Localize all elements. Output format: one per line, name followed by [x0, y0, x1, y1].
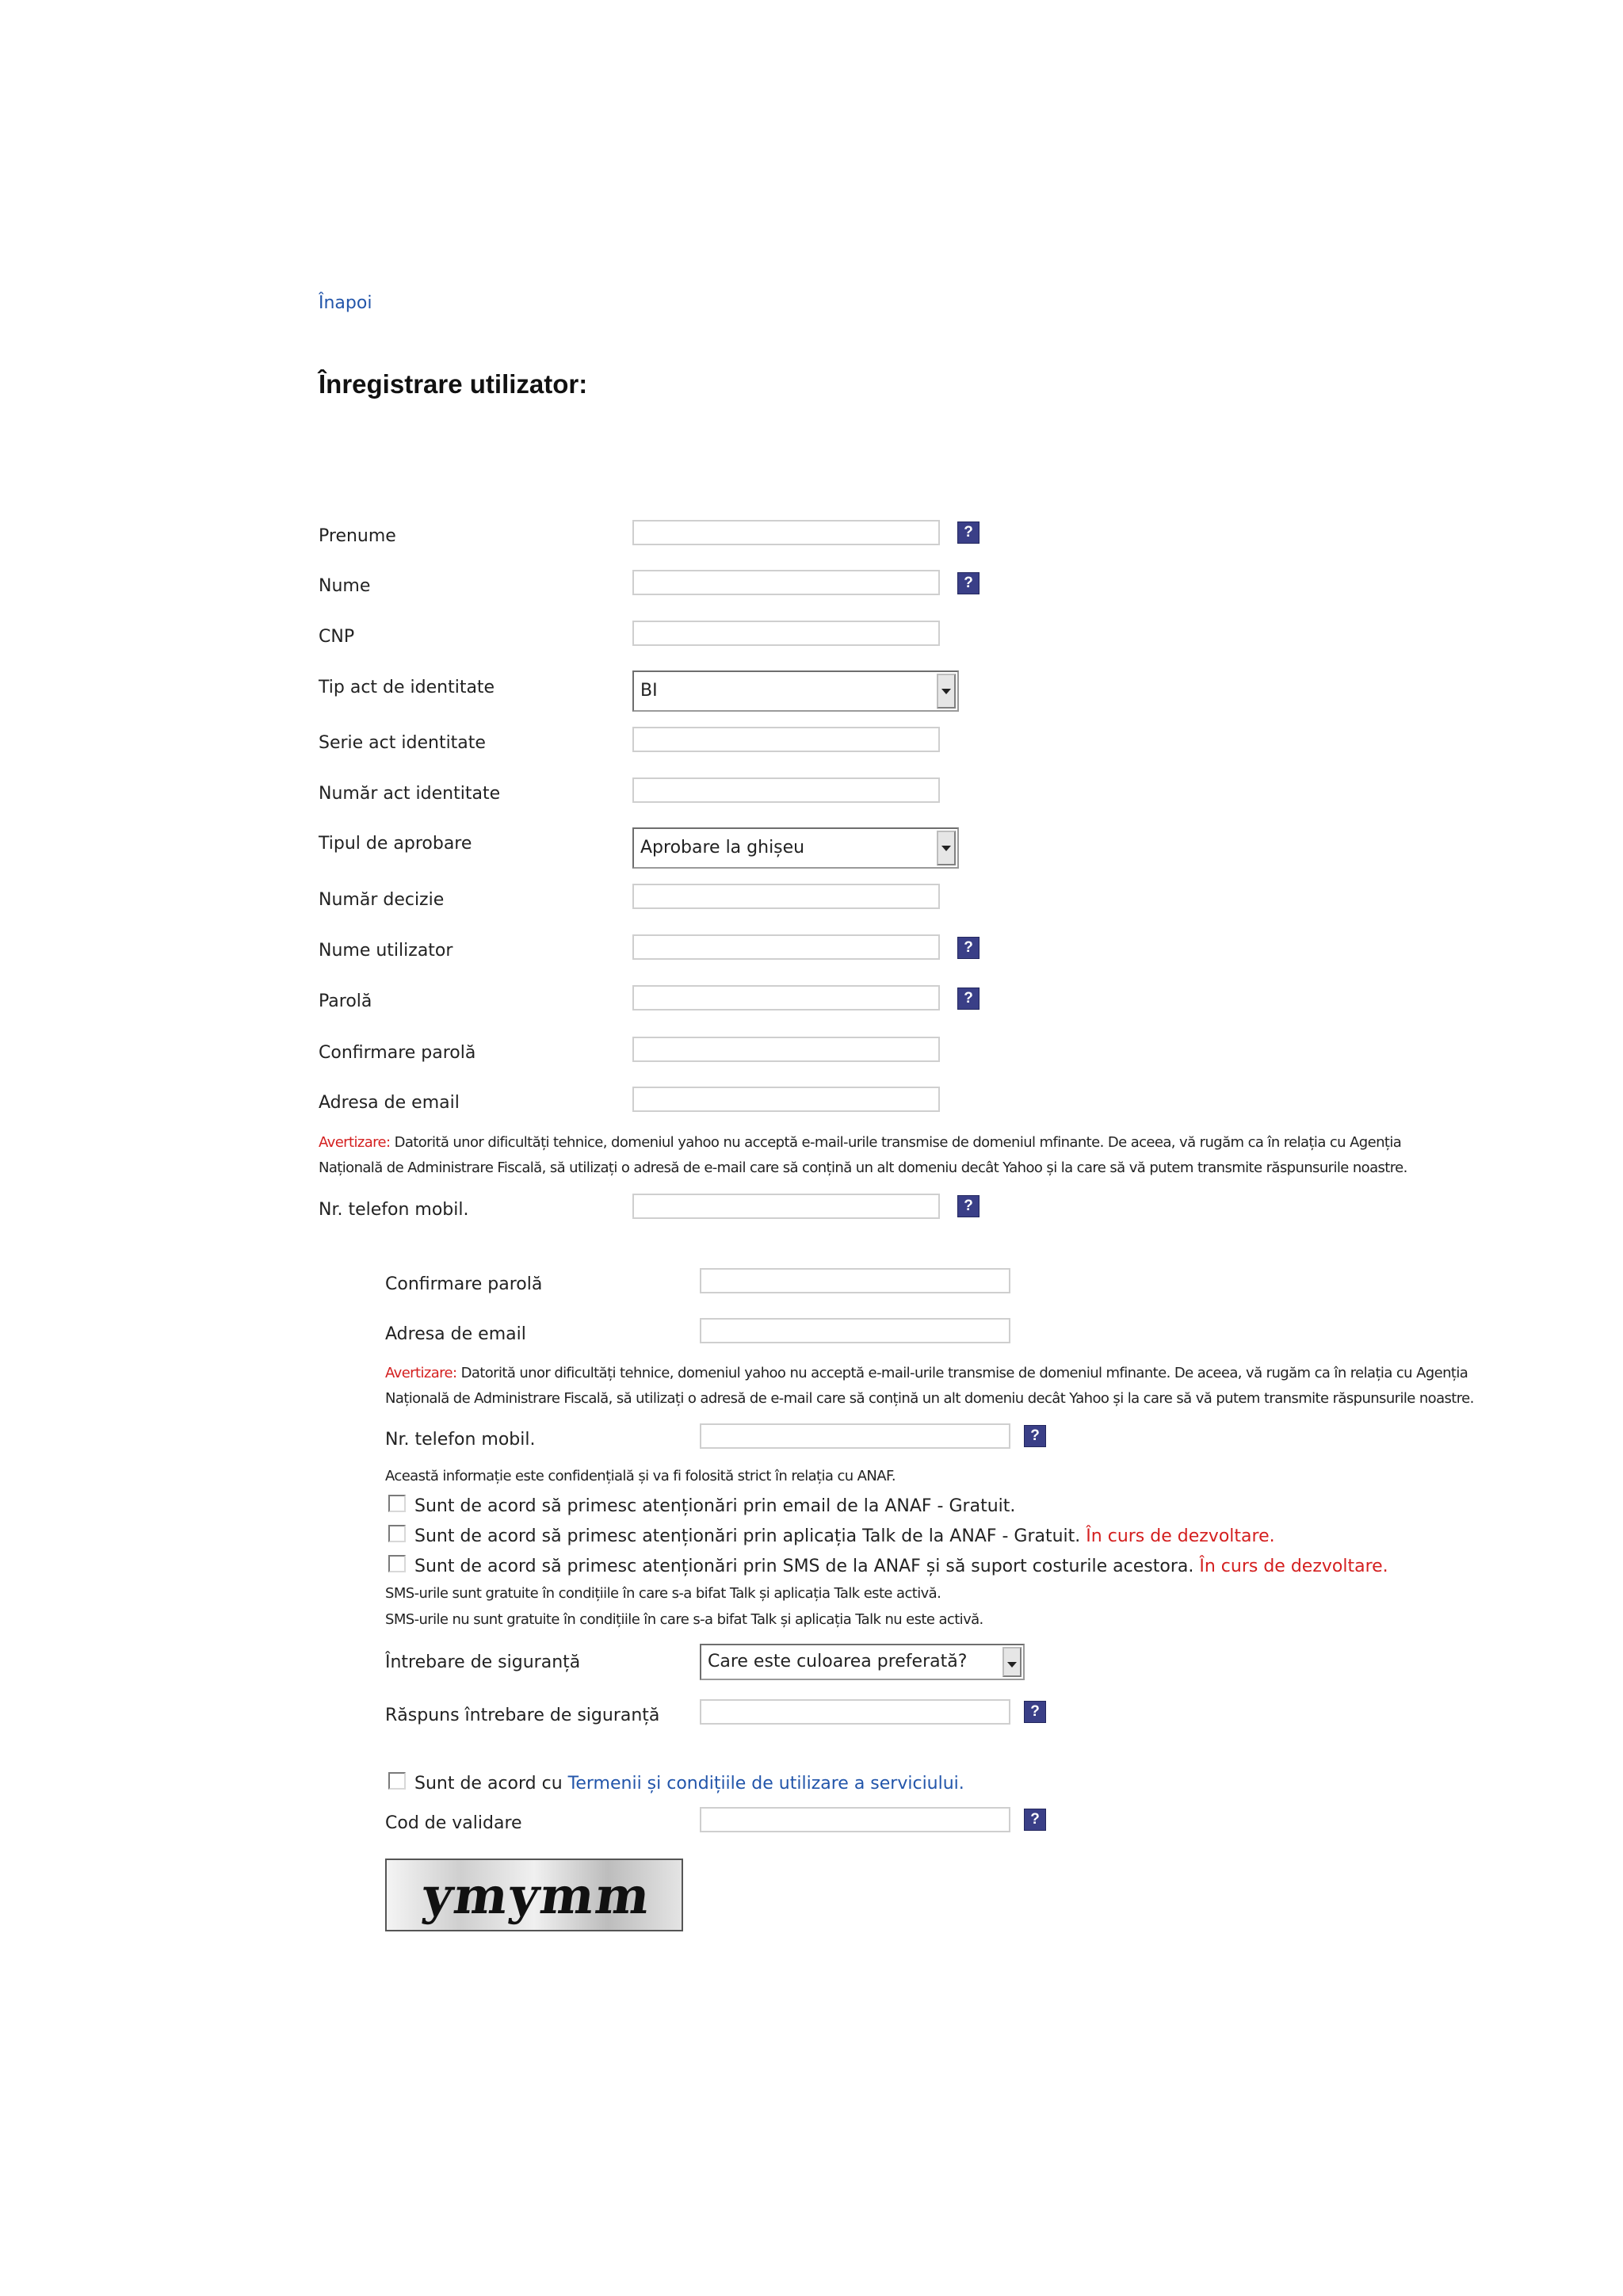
warning-line-2: Națională de Administrare Fiscală, să utilizați o adresă de e-mail care să conțină un alt domeniu decât Yahoo și la care să vă putem transmite răspunsurile noastre.	[319, 1159, 1407, 1176]
warning-2-line-1: Datorită unor dificultăți tehnice, domeniul yahoo nu acceptă e-mail-urile transmise de domeniul mfinante. De aceea, vă rugăm ca în relația cu Agenția	[460, 1365, 1468, 1381]
warning-line-1: Datorită unor dificultăți tehnice, domeniul yahoo nu acceptă e-mail-urile transmise de domeniul mfinante. De aceea, vă rugăm ca în relația cu Agenția	[394, 1134, 1402, 1151]
validation-code-input[interactable]	[700, 1807, 1010, 1832]
tip-aprobare-select[interactable]	[632, 827, 959, 869]
back-link[interactable]: Înapoi	[319, 293, 372, 313]
sms-free-note: SMS-urile sunt gratuite în condițiile în care s-a bifat Talk și aplicația Talk este activă.	[385, 1585, 941, 1602]
chevron-down-icon[interactable]	[1002, 1647, 1022, 1677]
help-icon-telefon[interactable]: ?	[957, 1195, 980, 1217]
checkbox-email-alerts[interactable]	[388, 1495, 406, 1512]
terms-prefix: Sunt de acord cu	[414, 1774, 563, 1794]
label-confirmare-parola: Confirmare parolă	[319, 1043, 476, 1063]
label-numar-decizie: Număr decizie	[319, 890, 445, 910]
cnp-input[interactable]	[632, 621, 940, 646]
label-tip-act: Tip act de identitate	[319, 678, 495, 697]
telefon-input-2[interactable]	[700, 1423, 1010, 1449]
checkbox-sms-alerts[interactable]	[388, 1555, 406, 1572]
nume-utilizator-input[interactable]	[632, 934, 940, 960]
label-security-answer: Răspuns întrebare de siguranță	[385, 1706, 660, 1725]
page-title: Înregistrare utilizator:	[319, 369, 588, 399]
captcha-text: ymymm	[418, 1866, 655, 1926]
nume-input[interactable]	[632, 570, 940, 595]
terms-link[interactable]: Termenii și condițiile de utilizare a serviciului.	[567, 1774, 964, 1794]
warning-label-2: Avertizare:	[385, 1365, 457, 1381]
talk-in-dev-note: În curs de dezvoltare.	[1086, 1526, 1275, 1546]
help-icon-parola[interactable]: ?	[957, 988, 980, 1010]
checkbox-terms[interactable]	[388, 1772, 406, 1790]
label-telefon-2: Nr. telefon mobil.	[385, 1430, 536, 1450]
tip-act-selected-value: BI	[640, 681, 658, 701]
numar-decizie-input[interactable]	[632, 884, 940, 909]
help-icon-prenume[interactable]: ?	[957, 521, 980, 544]
sms-alerts-text: Sunt de acord să primesc atenționări prin SMS de la ANAF și să suport costurile acestora.	[414, 1557, 1194, 1576]
help-icon-telefon-2[interactable]: ?	[1024, 1425, 1046, 1447]
serie-act-input[interactable]	[632, 727, 940, 752]
warning-2-line-2: Națională de Administrare Fiscală, să utilizați o adresă de e-mail care să conțină un alt domeniu decât Yahoo și la care să vă putem transmite răspunsurile noastre.	[385, 1390, 1474, 1407]
captcha-image	[385, 1859, 683, 1931]
security-question-select[interactable]	[700, 1644, 1025, 1680]
confirmare-parola-input-2[interactable]	[700, 1268, 1010, 1293]
security-question-selected-value: Care este culoarea preferată?	[708, 1652, 968, 1671]
help-icon-validation-code[interactable]: ?	[1024, 1809, 1046, 1831]
label-nume: Nume	[319, 576, 371, 596]
parola-input[interactable]	[632, 985, 940, 1010]
label-serie-act: Serie act identitate	[319, 733, 486, 753]
help-icon-nume[interactable]: ?	[957, 572, 980, 594]
help-icon-nume-utilizator[interactable]: ?	[957, 937, 980, 959]
warning-label: Avertizare:	[319, 1134, 391, 1151]
label-numar-act: Număr act identitate	[319, 784, 501, 804]
confidential-note: Această informație este confidențială și va fi folosită strict în relația cu ANAF.	[385, 1468, 896, 1484]
chevron-down-icon[interactable]	[937, 831, 956, 865]
sms-not-free-note: SMS-urile nu sunt gratuite în condițiile în care s-a bifat Talk și aplicația Talk nu este activă.	[385, 1611, 983, 1628]
telefon-input[interactable]	[632, 1194, 940, 1219]
help-icon-security-answer[interactable]: ?	[1024, 1701, 1046, 1723]
adresa-email-input-2[interactable]	[700, 1318, 1010, 1343]
talk-alerts-text: Sunt de acord să primesc atenționări prin aplicația Talk de la ANAF - Gratuit.	[414, 1526, 1081, 1546]
label-tip-aprobare: Tipul de aprobare	[319, 834, 472, 854]
checkbox-talk-alerts[interactable]	[388, 1525, 406, 1542]
label-confirmare-parola-2: Confirmare parolă	[385, 1274, 543, 1294]
tip-aprobare-selected-value: Aprobare la ghișeu	[640, 838, 805, 858]
numar-act-input[interactable]	[632, 777, 940, 803]
checkbox-talk-alerts-label	[414, 1526, 1275, 1546]
prenume-input[interactable]	[632, 520, 940, 545]
label-cnp: CNP	[319, 627, 355, 647]
security-answer-input[interactable]	[700, 1699, 1010, 1725]
label-nume-utilizator: Nume utilizator	[319, 941, 453, 961]
confirmare-parola-input[interactable]	[632, 1037, 940, 1062]
chevron-down-icon[interactable]	[937, 674, 956, 709]
tip-act-select[interactable]	[632, 670, 959, 712]
checkbox-sms-alerts-label	[414, 1557, 1388, 1576]
label-adresa-email-2: Adresa de email	[385, 1324, 526, 1344]
label-prenume: Prenume	[319, 526, 396, 546]
checkbox-email-alerts-label: Sunt de acord să primesc atenționări prin email de la ANAF - Gratuit.	[414, 1496, 1016, 1516]
label-parola: Parolă	[319, 991, 372, 1011]
email-warning-2	[385, 1361, 1474, 1412]
checkbox-terms-label	[414, 1774, 964, 1794]
sms-in-dev-note: În curs de dezvoltare.	[1199, 1557, 1388, 1576]
adresa-email-input[interactable]	[632, 1087, 940, 1112]
label-adresa-email: Adresa de email	[319, 1093, 460, 1113]
email-warning	[319, 1130, 1407, 1181]
label-security-question: Întrebare de siguranță	[385, 1652, 581, 1672]
label-telefon: Nr. telefon mobil.	[319, 1200, 469, 1220]
label-validation-code: Cod de validare	[385, 1813, 522, 1833]
